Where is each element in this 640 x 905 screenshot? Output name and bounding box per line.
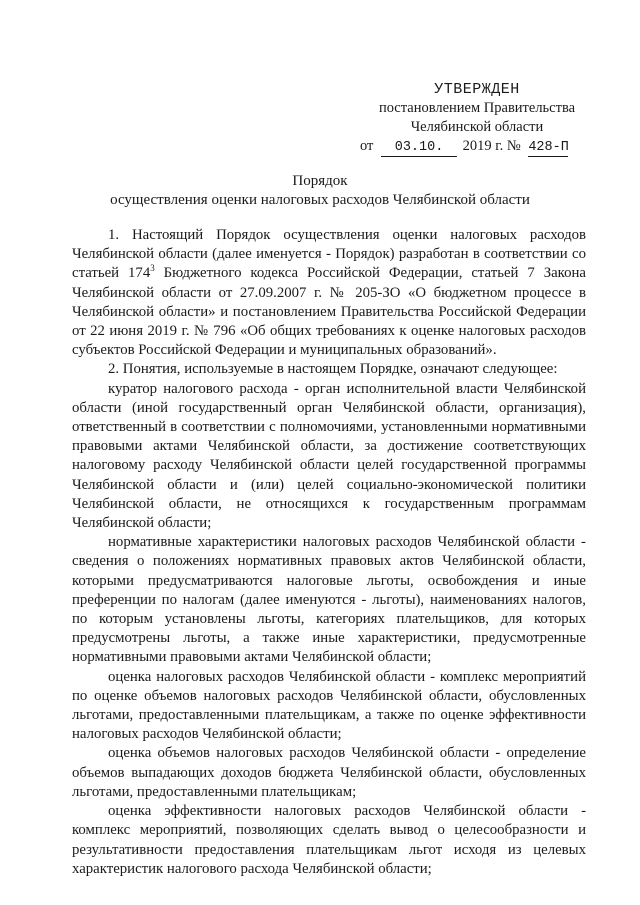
approval-number-field: 428-П xyxy=(528,140,569,155)
paragraph-1-text-b: Бюджетного кодекса Российской Федерации, статьей 7 Закона Челябинской области от 27.09.2007 г. № 205-ЗО «О бюджетном процессе в Челябинской области» и постановлением Правительства Российской Федерации от 22 июня 2019 г. № 796 «Об общих требованиях к оценке налоговых расходов субъектов Российской Федерации и муниципальных образований». xyxy=(72,265,586,359)
approval-date-field: 03.10. xyxy=(381,140,457,157)
paragraph-volume-assessment: оценка объемов налоговых расходов Челябинской области - определение объемов выпадающих доходов бюджета Челябинской области, обусловленных льготами, предоставленными плательщикам; xyxy=(72,745,586,800)
approval-line-region: Челябинской области xyxy=(410,119,544,135)
approval-year-text: 2019 г. № xyxy=(462,138,521,154)
document-body xyxy=(72,226,586,879)
title-line-1: Порядок xyxy=(292,173,348,189)
paragraph-normative-characteristics: нормативные характеристики налоговых расходов Челябинской области - сведения о положениях нормативных правовых актов Челябинской области, которыми предусматриваются налоговые льготы, освобождения и иные преференции по налогам (далее именуются - льготы), наименованиях налогов, по которым установлены льготы, категориях плательщиков, для которых предусмотрены льготы, а также иные характеристики, предусмотренные нормативными правовыми актами Челябинской области; xyxy=(72,534,586,666)
paragraph-assessment-definition: оценка налоговых расходов Челябинской области - комплекс мероприятий по оценке объемов налоговых расходов Челябинской области, обусловленных льготами, предоставленными плательщикам, а также по оценке эффективности налоговых расходов Челябинской области; xyxy=(72,668,586,743)
approval-heading: УТВЕРЖДЕН xyxy=(434,81,520,98)
document-title xyxy=(60,172,580,210)
approval-stamp xyxy=(352,80,602,157)
paragraph-1-text-a: 1. Настоящий Порядок осуществления оценки налоговых расходов Челябинской области (далее именуется - Порядок) разработан в соответствии со статьей 174 xyxy=(72,227,586,282)
paragraph-1-superscript: 3 xyxy=(150,263,155,274)
approval-date-prefix: от xyxy=(360,138,374,154)
paragraph-efficiency-assessment: оценка эффективности налоговых расходов Челябинской области - комплекс мероприятий, позволяющих сделать вывод о целесообразности и результативности предоставления плательщикам льгот исходя из целевых характеристик налогового расхода Челябинской области; xyxy=(72,803,586,877)
paragraph-1 xyxy=(72,226,586,360)
title-line-2: осуществления оценки налоговых расходов Челябинской области xyxy=(110,192,530,208)
approval-date-line xyxy=(352,137,602,157)
approval-line-resolution: постановлением Правительства xyxy=(378,100,576,116)
paragraph-2: 2. Понятия, используемые в настоящем Порядке, означают следующее: xyxy=(108,361,558,378)
paragraph-curator-definition: куратор налогового расхода - орган исполнительной власти Челябинской области (иной государственный орган Челябинской области, организация), ответственный в соответствии с полномочиями, установленными нормативными правовыми актами Челябинской области, за достижение соответствующих налоговому расходу Челябинской области целей государственной программы Челябинской области и (или) целей социально-экономической политики Челябинской области, не относящихся к государственным программам Челябинской области; xyxy=(72,380,586,532)
